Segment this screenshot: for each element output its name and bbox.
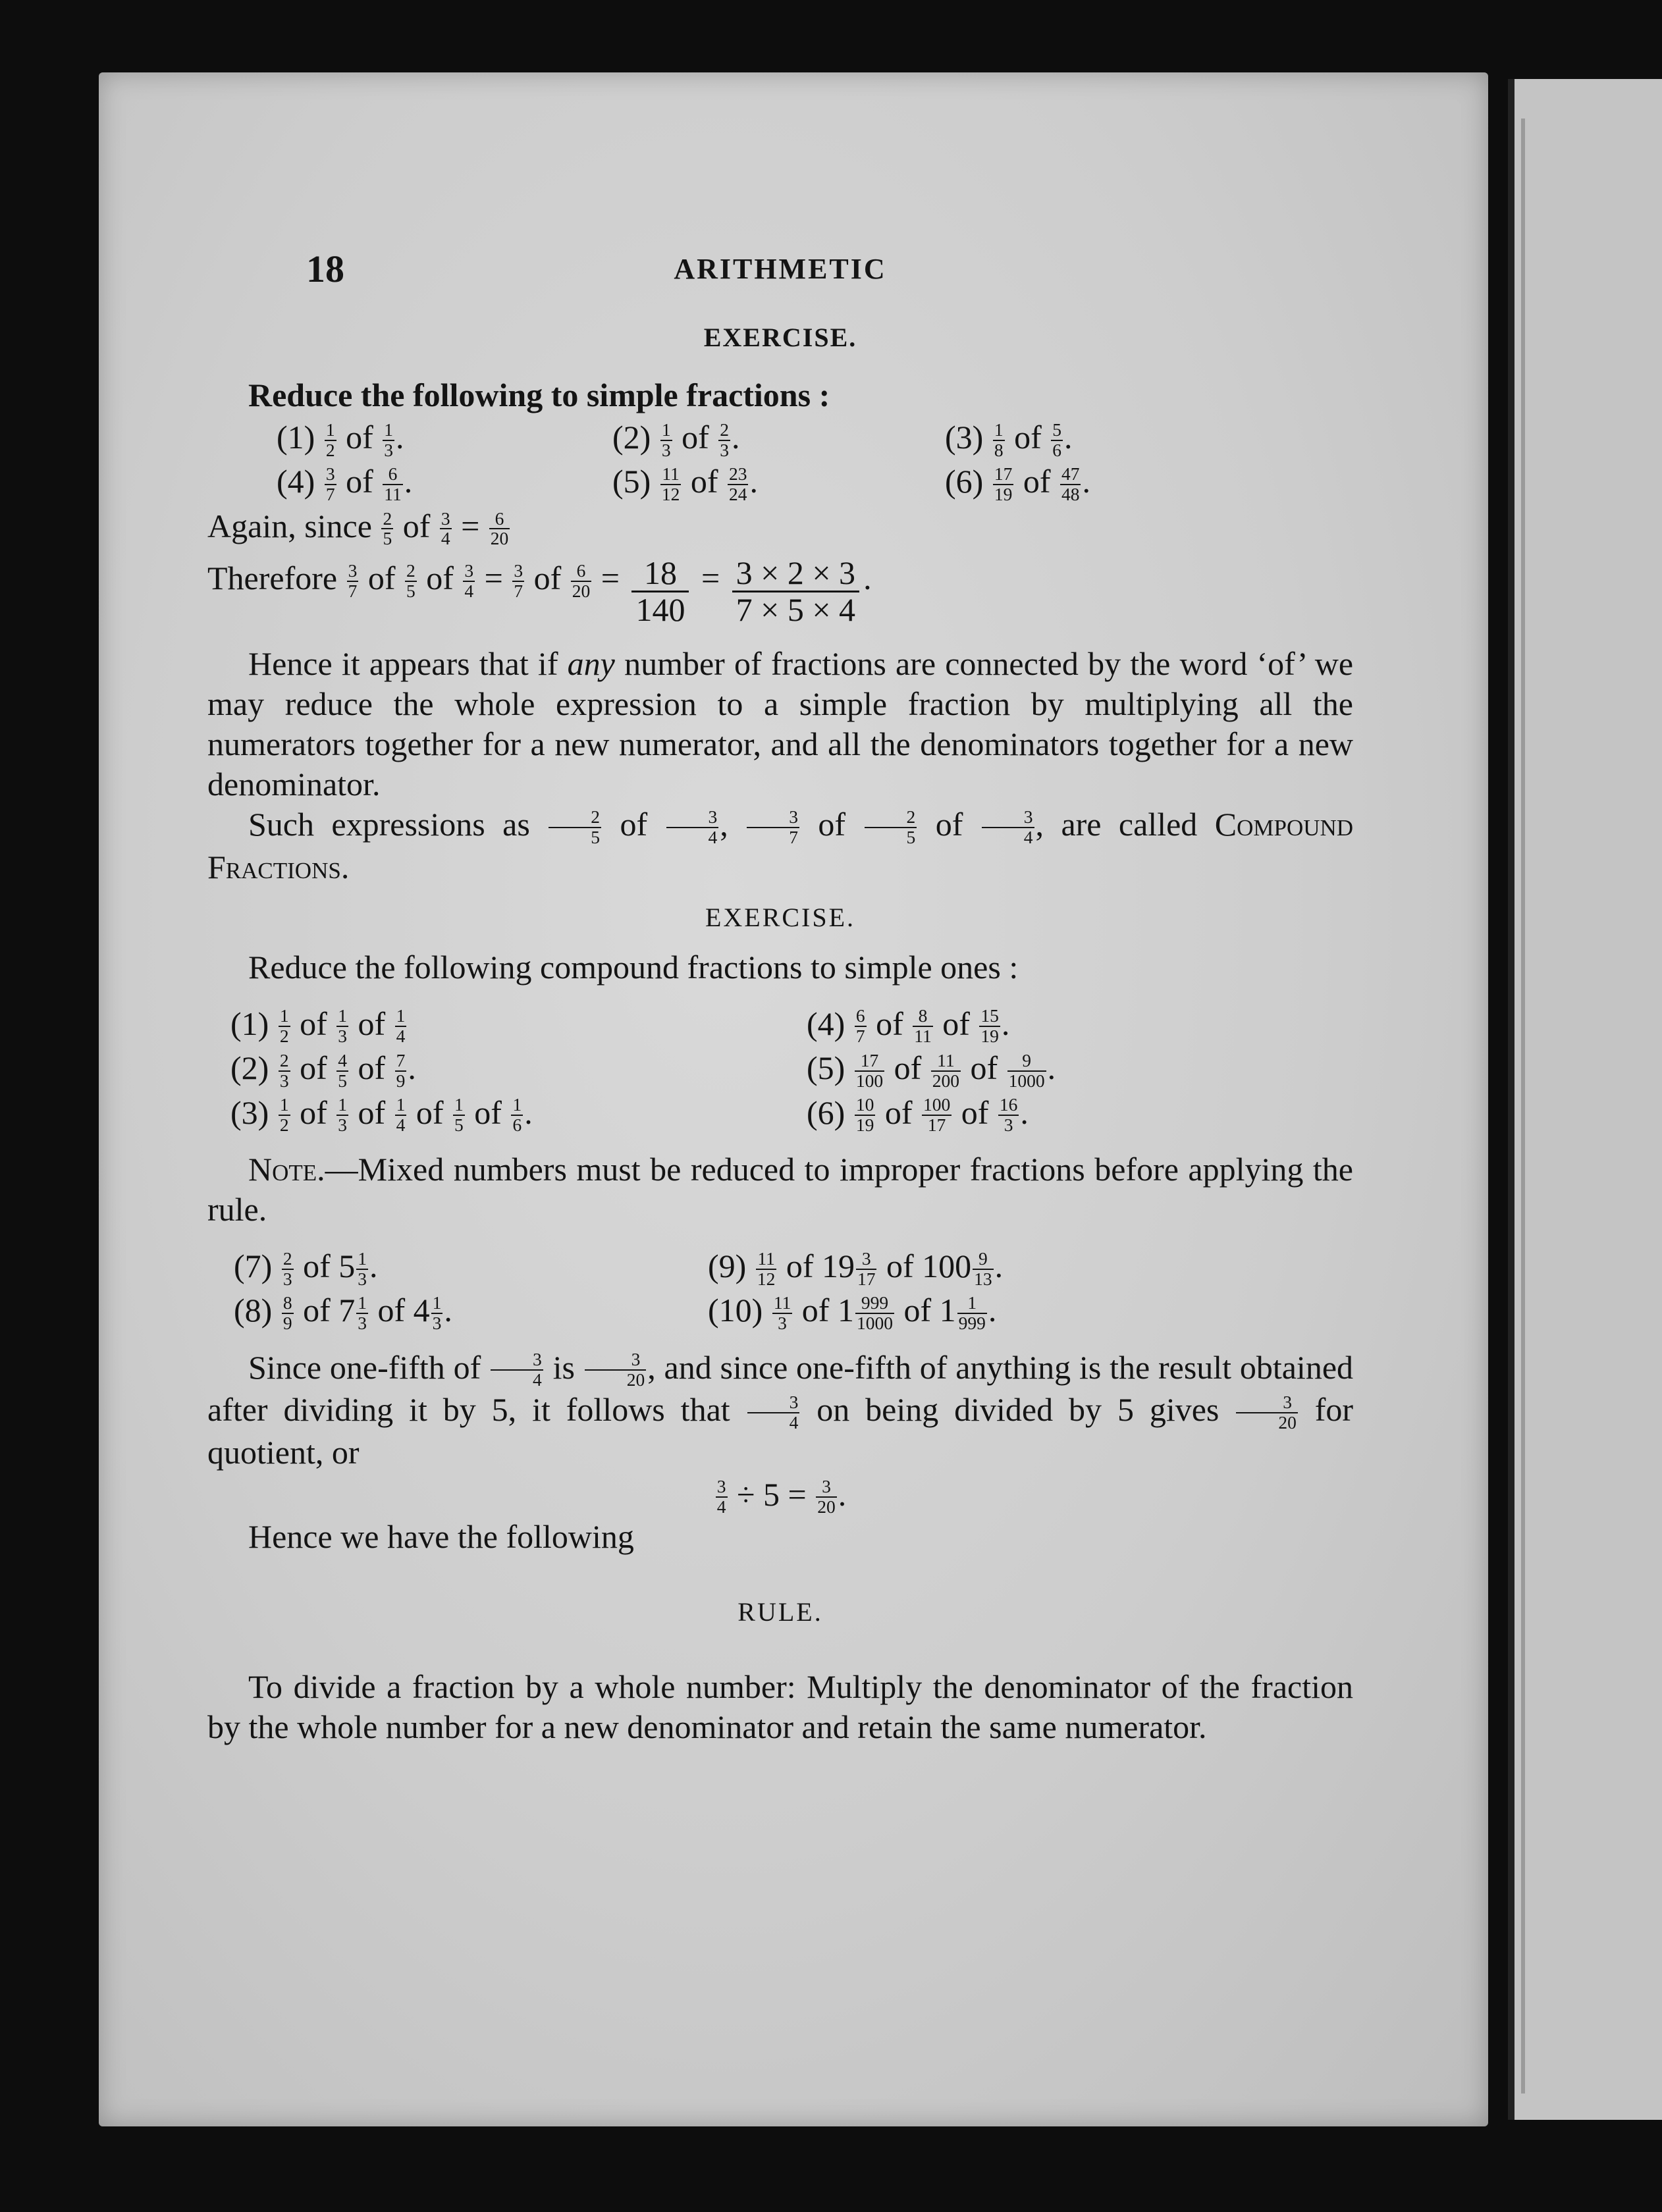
- fraction: $\frac{15}{19}$: [980, 1005, 999, 1047]
- problem-label: (5): [807, 1049, 845, 1087]
- page-content: [207, 247, 1353, 1747]
- note-paragraph: Note.—Mixed numbers must be reduced to improper fractions before applying the rule.: [207, 1150, 1353, 1228]
- fraction: $\frac{2}{3}$: [279, 1049, 289, 1091]
- division-equation: $\frac{3}{4}$ ÷ 5 = $\frac{3}{20}$ .: [716, 1475, 847, 1517]
- fraction: $\frac{8}{11}$: [914, 1005, 932, 1047]
- problem-item: (1) $\frac{1}{2}$ of $\frac{1}{3}$ of $\frac{1}{4}$: [230, 1005, 406, 1047]
- equals-sign: =: [701, 560, 720, 597]
- fraction: $\frac{3}{4}$: [441, 508, 450, 549]
- fraction: $\frac{999}{1000}$: [856, 1292, 893, 1333]
- fraction: $\frac{9}{13}$: [974, 1248, 992, 1289]
- problem-item: (4) $\frac{6}{7}$ of $\frac{8}{11}$ of $\frac{15}{19}$ .: [807, 1005, 1010, 1047]
- problem-label: (5): [612, 463, 651, 500]
- problem-label: (1): [277, 419, 315, 456]
- problem-item: (10) $\frac{11}{3}$ of 1 $\frac{999}{1000}$ of 1 $\frac{1}{999}$ .: [708, 1292, 997, 1333]
- mixed-number-problems: [234, 1244, 1353, 1333]
- hence-paragraph: Hence it appears that if any number of fractions are connected by the word ‘of’ we may reduce the whole expression to a simple fraction by multiplying all the numerators together for a new numerator, and all the denominators together for a new denominator.: [207, 645, 1354, 803]
- fraction: $\frac{2}{5}$: [383, 508, 392, 549]
- therefore-line: [207, 555, 1353, 627]
- whole-number: 1: [837, 1292, 854, 1329]
- fraction: $\frac{1}{2}$: [279, 1094, 289, 1136]
- exercise-heading: EXERCISE.: [705, 902, 856, 932]
- exercise-problems: [277, 415, 1353, 504]
- of-word: of: [367, 560, 396, 597]
- problem-label: (6): [807, 1093, 845, 1131]
- fraction: $\frac{2}{5}$: [406, 560, 416, 601]
- whole-number: 7: [338, 1292, 356, 1329]
- fraction: $\frac{11}{200}$: [932, 1049, 959, 1091]
- page-number: 18: [306, 248, 344, 290]
- fraction: $\frac{11}{3}$: [773, 1292, 791, 1333]
- problem-item: (1) $\frac{1}{2}$ of $\frac{1}{3}$ .: [277, 419, 404, 460]
- page-edge-shadow: [1521, 118, 1525, 2094]
- fraction: $\frac{1}{8}$: [994, 419, 1004, 460]
- rule-heading: RULE.: [737, 1597, 823, 1627]
- problem-item: (6) $\frac{10}{19}$ of $\frac{100}{17}$ of $\frac{16}{3}$ .: [807, 1093, 1029, 1136]
- problem-label: (7): [234, 1247, 273, 1284]
- fraction: $\frac{11}{12}$: [661, 463, 680, 504]
- large-fraction: $\frac{18}{140}$: [631, 556, 689, 627]
- fraction: $\frac{6}{11}$: [384, 463, 402, 504]
- fraction: $\frac{17}{100}$: [855, 1049, 884, 1091]
- fraction: $\frac{23}{24}$: [728, 463, 747, 504]
- fraction: $\frac{8}{9}$: [282, 1292, 292, 1333]
- fraction: $\frac{1}{999}$: [958, 1292, 986, 1333]
- fraction: $\frac{17}{19}$: [994, 463, 1013, 504]
- problem-label: (6): [945, 463, 984, 500]
- problem-label: (2): [230, 1049, 269, 1087]
- fraction: $\frac{1}{3}$: [432, 1292, 442, 1333]
- fraction: $\frac{1}{5}$: [454, 1094, 464, 1136]
- fraction: $\frac{5}{6}$: [1052, 419, 1061, 460]
- fraction: $\frac{3}{7}$: [514, 560, 523, 601]
- problem-item: (9) $\frac{11}{12}$ of 19 $\frac{3}{17}$ of 100 $\frac{9}{13}$ .: [708, 1247, 1004, 1289]
- such-paragraph: Such expressions as $\frac{2}{5}$ of $\frac{3}{4}$ , $\frac{3}{7}$ of $\frac{2}{5}$ of $\frac{3}{4}$ , are called Compound Fractions.: [207, 806, 1354, 885]
- problem-item: (7) $\frac{2}{3}$ of 5 $\frac{1}{3}$ .: [234, 1247, 378, 1289]
- whole-number: 1: [939, 1292, 956, 1329]
- exercise-problems: [230, 1002, 1353, 1135]
- fraction: $\frac{11}{12}$: [757, 1248, 776, 1289]
- problem-label: (2): [612, 419, 651, 456]
- fraction: $\frac{100}{17}$: [923, 1094, 951, 1136]
- of-word: of: [426, 560, 454, 597]
- equals-sign: =: [601, 560, 620, 597]
- page-header: [207, 247, 1353, 300]
- fraction: $\frac{1}{4}$: [396, 1094, 406, 1136]
- problem-item: (5) $\frac{11}{12}$ of $\frac{23}{24}$ .: [612, 463, 758, 504]
- fraction: $\frac{9}{1000}$: [1008, 1049, 1045, 1091]
- again-lead: Again, since: [207, 507, 372, 544]
- fraction: $\frac{6}{20}$: [572, 560, 591, 601]
- fraction: $\frac{1}{3}$: [338, 1094, 347, 1136]
- problem-item: (3) $\frac{1}{8}$ of $\frac{5}{6}$ .: [945, 419, 1073, 460]
- fraction: $\frac{47}{48}$: [1061, 463, 1080, 504]
- problem-item: (5) $\frac{17}{100}$ of $\frac{11}{200}$ of $\frac{9}{1000}$ .: [807, 1049, 1056, 1091]
- fraction: $\frac{1}{2}$: [279, 1005, 289, 1047]
- problem-label: (4): [277, 463, 315, 500]
- whole-number: 100: [922, 1247, 972, 1284]
- problem-label: (8): [234, 1292, 273, 1329]
- fraction: $\frac{2}{3}$: [282, 1248, 292, 1289]
- fraction: $\frac{6}{20}$: [490, 508, 509, 549]
- period: .: [863, 560, 872, 597]
- equals-sign: =: [484, 560, 503, 597]
- therefore-lead: Therefore: [207, 560, 338, 597]
- fraction: $\frac{4}{5}$: [338, 1049, 347, 1091]
- fraction: $\frac{7}{9}$: [396, 1049, 406, 1091]
- problem-item: (2) $\frac{2}{3}$ of $\frac{4}{5}$ of $\frac{7}{9}$ .: [230, 1049, 416, 1091]
- problem-item: (6) $\frac{17}{19}$ of $\frac{47}{48}$ .: [945, 463, 1090, 504]
- whole-number: 5: [338, 1247, 356, 1284]
- fraction: $\frac{2}{3}$: [720, 419, 729, 460]
- fraction: $\frac{6}{7}$: [855, 1005, 865, 1047]
- problem-label: (3): [230, 1093, 269, 1131]
- problem-item: (4) $\frac{3}{7}$ of $\frac{6}{11}$ .: [277, 463, 413, 504]
- problem-label: (4): [807, 1005, 845, 1042]
- product-fraction: $\frac{3 \times 2 \times 3}{7 \times 5 \times 4}$: [732, 556, 859, 627]
- fraction: $\frac{16}{3}$: [999, 1094, 1018, 1136]
- problem-item: (2) $\frac{1}{3}$ of $\frac{2}{3}$ .: [612, 419, 740, 460]
- fraction: $\frac{1}{6}$: [512, 1094, 522, 1136]
- defined-term: Compound Fractions: [207, 806, 1354, 885]
- problem-item: (8) $\frac{8}{9}$ of 7 $\frac{1}{3}$ of 4 $\frac{1}{3}$ .: [234, 1292, 452, 1333]
- problem-label: (1): [230, 1005, 269, 1042]
- fraction: $\frac{10}{19}$: [855, 1094, 874, 1136]
- fraction: $\frac{1}{3}$: [384, 419, 393, 460]
- since-paragraph: Since one-fifth of $\frac{3}{4}$ is $\frac{3}{20}$ , and since one-fifth of anything is the result obtained after dividing it by 5, it follows that $\frac{3}{4}$ on being divided by 5 gives $\frac{3}{20}$ for quotient, or: [207, 1348, 1354, 1471]
- fraction: $\frac{1}{3}$: [661, 419, 671, 460]
- problem-label: (3): [945, 419, 984, 456]
- exercise-instruction: Reduce the following compound fractions to simple ones :: [248, 948, 1019, 986]
- again-line: [207, 504, 1353, 548]
- hence-following: Hence we have the following: [248, 1518, 634, 1556]
- fraction: $\frac{3}{4}$: [464, 560, 474, 601]
- problem-label: (9): [708, 1247, 747, 1284]
- fraction: $\frac{1}{3}$: [358, 1248, 367, 1289]
- exercise-heading: EXERCISE.: [703, 323, 857, 352]
- fraction: $\frac{3}{7}$: [325, 463, 335, 504]
- whole-number: 19: [821, 1247, 855, 1284]
- fraction: $\frac{1}{3}$: [358, 1292, 367, 1333]
- facing-page-edge: [1508, 79, 1662, 2120]
- of-word: of: [402, 507, 431, 544]
- fraction: $\frac{1}{3}$: [338, 1005, 347, 1047]
- fraction: $\frac{1}{2}$: [325, 419, 335, 460]
- fraction: $\frac{3}{17}$: [857, 1248, 876, 1289]
- problem-label: (10): [708, 1292, 763, 1329]
- exercise-instruction: Reduce the following to simple fractions :: [248, 377, 830, 413]
- fraction: $\frac{3}{7}$: [348, 560, 358, 601]
- rule-text: To divide a fraction by a whole number: Multiply the denominator of the fraction by the whole number for a new denominator and retain the same numerator.: [207, 1668, 1353, 1746]
- of-word: of: [533, 560, 562, 597]
- whole-number: 4: [413, 1292, 430, 1329]
- fraction: $\frac{1}{4}$: [396, 1005, 406, 1047]
- running-head: ARITHMETIC: [674, 253, 887, 285]
- equals-sign: =: [461, 507, 480, 544]
- problem-item: (3) $\frac{1}{2}$ of $\frac{1}{3}$ of $\frac{1}{4}$ of $\frac{1}{5}$ of $\frac{1}{6}$ .: [230, 1093, 533, 1136]
